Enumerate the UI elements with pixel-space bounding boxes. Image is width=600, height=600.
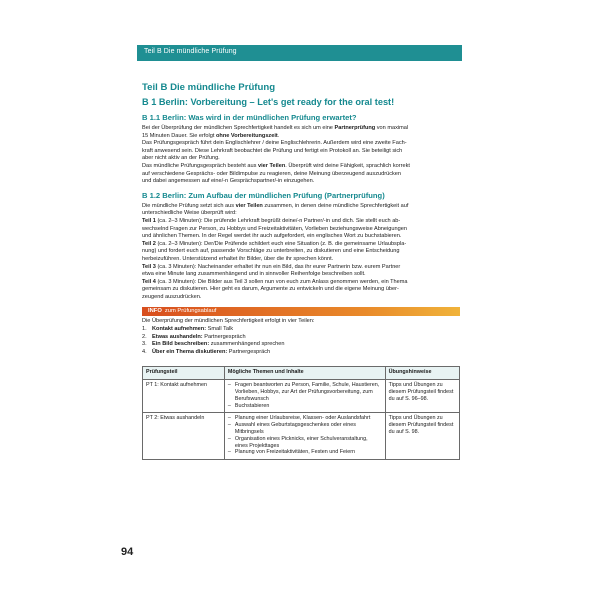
table-header-cell: Prüfungsteil bbox=[143, 367, 225, 380]
paragraph-line: 15 Minuten Dauer. Sie erfolgt ohne Vorbereitungszeit. bbox=[142, 132, 280, 139]
paragraph-line: nung) und fordert euch auf, passende Vorschläge zu unterbreiten, zu diskutieren und eine Entscheidung bbox=[142, 248, 400, 255]
table-header-row bbox=[143, 367, 460, 380]
part-4-description: Teil 4 (ca. 3 Minuten): Die Bilder aus Teil 3 sollen nun von euch zum Anlass genommen werden, ein Thema bbox=[142, 278, 408, 285]
info-label: zum Prüfungsablauf bbox=[164, 308, 217, 315]
table-cell-part: PT 1: Kontakt aufnehmen bbox=[143, 380, 225, 413]
table-header-cell: Übungshinweise bbox=[385, 367, 459, 380]
paragraph-line: wechselnd Fragen zur Person, zu Hobbys und Freizeitaktivitäten, Vorlieben beziehungsweise Abneigungen bbox=[142, 225, 407, 232]
paragraph-line: und dabei angemessen auf eine/-n Gesprächspartner/-in einzugehen. bbox=[142, 178, 315, 185]
page-number: 94 bbox=[121, 546, 134, 558]
paragraph-line: aber nicht aktiv an der Prüfung. bbox=[142, 155, 220, 162]
paragraph-line: herbeizuführen. Unterstützend erhaltet ihr Bilder, über die ihr sprechen könnt. bbox=[142, 255, 334, 262]
list-item: – Buchstabieren bbox=[228, 403, 382, 410]
table-cell-topics bbox=[224, 380, 385, 413]
table-cell-part: PT 2: Etwas aushandeln bbox=[143, 413, 225, 460]
paragraph-line: und ähnlichen Themen. In der Regel werdet ihr auch aufgefordert, ein englisches Wort zu buchstabieren. bbox=[142, 233, 402, 240]
paragraph-line: kraft anwesend sein. Diese Lehrkraft beobachtet die Prüfung und fertigt ein Protokoll an. Sie beteiligt sich bbox=[142, 147, 403, 154]
paragraph-line: etwa eine Minute lang zusammenhängend und in sinnvoller Reihenfolge beschreiben sollt. bbox=[142, 271, 366, 278]
paragraph-line: Bei der Überprüfung der mündlichen Sprechfertigkeit handelt es sich um eine Partnerprüfung von maximal bbox=[142, 125, 409, 131]
paragraph-line: auf verschiedene Gesprächs- oder Bildimpulse zu reagieren, deine Meinung überzeugend auszudrücken bbox=[142, 170, 402, 177]
part-1-description: Teil 1 (ca. 2–3 Minuten): Die prüfende Lehrkraft begrüßt deine/-n Partner/-in und dich. Sie stellt euch ab- bbox=[142, 217, 401, 224]
info-list bbox=[142, 326, 460, 356]
list-item: 3. Ein Bild beschreiben: zusammenhängend sprechen bbox=[142, 341, 285, 348]
list-item: – Fragen beantworten zu Person, Familie, Schule, Haustieren, Vorlieben, Hobbys, zur Art der Prüfungsvorbereitung, zum Berufswunsch bbox=[228, 382, 382, 402]
list-item: – Auswahl eines Geburtstagsgeschenkes oder eines Mitbringsels bbox=[228, 422, 382, 436]
table-cell-hint: Tipps und Übungen zu diesem Prüfungsteil findest du auf S. 96–98. bbox=[385, 380, 459, 413]
info-intro: Die Überprüfung der mündlichen Sprechfertigkeit erfolgt in vier Teilen: bbox=[142, 318, 315, 325]
paragraph-line: Die mündliche Prüfung setzt sich aus vier Teilen zusammen, in denen deine mündliche Sprechfertigkeit auf bbox=[142, 202, 409, 209]
section-title: B 1 Berlin: Vorbereitung – Let's get ready for the oral test! bbox=[142, 97, 395, 107]
list-item: 1. Kontakt aufnehmen: Small Talk bbox=[142, 326, 234, 333]
page-content bbox=[142, 82, 460, 460]
list-item: – Planung von Freizeitaktivitäten, Festen und Feiern bbox=[228, 449, 382, 456]
subsection-heading-2: B 1.2 Berlin: Zum Aufbau der mündlichen Prüfung (Partnerprüfung) bbox=[142, 190, 385, 200]
table-row bbox=[143, 380, 460, 413]
info-tag: INFO bbox=[148, 308, 162, 315]
list-item: – Planung einer Urlaubsreise, Klassen- oder Auslandsfahrt bbox=[228, 415, 382, 422]
paragraph-line: Das mündliche Prüfungsgespräch besteht aus vier Teilen. Überprüft wird deine Fähigkeit, sprachlich korrekt bbox=[142, 162, 410, 169]
table-cell-topics bbox=[224, 413, 385, 460]
exam-parts-table bbox=[142, 366, 460, 460]
info-banner bbox=[142, 307, 460, 316]
paragraph-line: Das Prüfungsgespräch führt dein Englischlehrer / deine Englischlehrerin. Außerdem wird eine zweite Fach- bbox=[142, 140, 407, 147]
page-title: Teil B Die mündliche Prüfung bbox=[142, 82, 276, 93]
part-3-description: Teil 3 (ca. 3 Minuten): Nacheinander erhaltet ihr nun ein Bild, das ihr eurer Partnerin bzw. eurem Partner bbox=[142, 263, 401, 270]
subsection-heading-1: B 1.1 Berlin: Was wird in der mündlichen Prüfung erwartet? bbox=[142, 113, 357, 122]
list-item: 4. Über ein Thema diskutieren: Partnergespräch bbox=[142, 348, 271, 355]
paragraph-line: zeugend auszudrücken. bbox=[142, 293, 202, 300]
table-row bbox=[143, 413, 460, 460]
paragraph-line: gemeinsam zu diskutieren. Hier geht es darum, Argumente zu entwickeln und die eigene Meinung über- bbox=[142, 286, 399, 293]
table-cell-hint: Tipps und Übungen zu diesem Prüfungsteil findest du auf S. 98. bbox=[385, 413, 459, 460]
list-item: – Organisation eines Picknicks, einer Schulveranstaltung, eines Projekttages bbox=[228, 436, 382, 450]
running-header-text: Teil B Die mündliche Prüfung bbox=[144, 48, 237, 55]
table-header-cell: Mögliche Themen und Inhalte bbox=[224, 367, 385, 380]
part-2-description: Teil 2 (ca. 2–3 Minuten): Der/Die Prüfende schildert euch eine Situation (z. B. die gemeinsame Urlaubspla- bbox=[142, 240, 407, 247]
paragraph-line: unterschiedliche Weise überprüft wird: bbox=[142, 210, 237, 217]
list-item: 2. Etwas aushandeln: Partnergespräch bbox=[142, 333, 246, 340]
